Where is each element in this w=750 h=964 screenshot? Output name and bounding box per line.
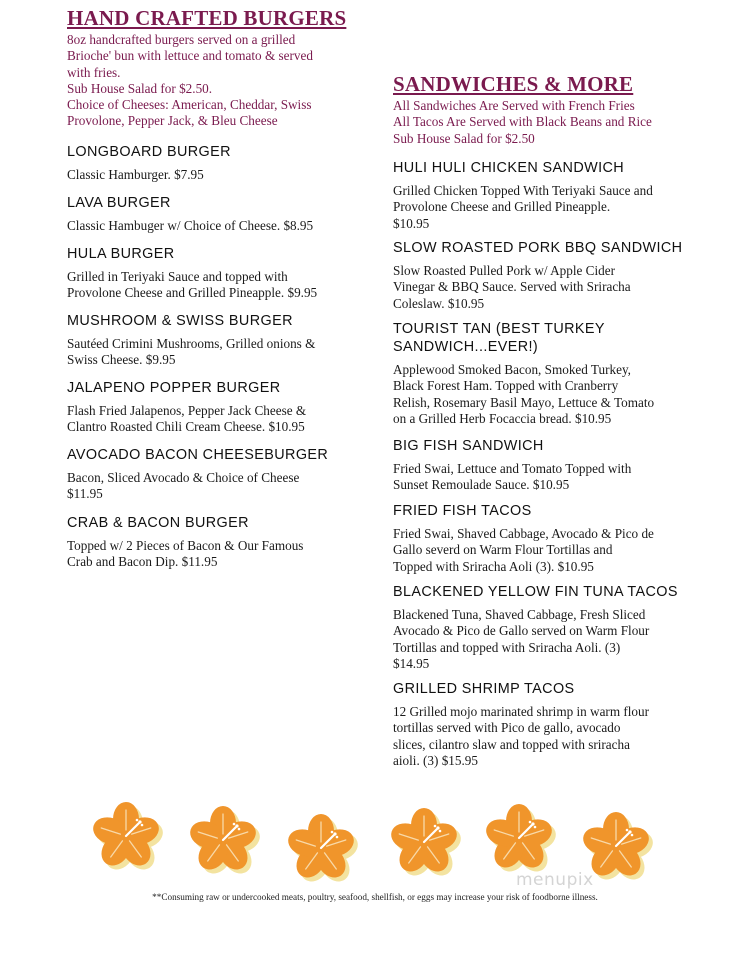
item-desc-line: Vinegar & BBQ Sauce. Served with Sriracha — [393, 279, 631, 295]
item-description — [393, 263, 682, 312]
foodborne-illness-disclaimer: **Consuming raw or undercooked meats, poultry, seafood, shellfish, or eggs may increase your risk of foodborne illness. — [152, 892, 598, 902]
item-desc-line: Topped with Sriracha Aoli (3). $10.95 — [393, 558, 594, 574]
item-name: HULA BURGER — [67, 246, 175, 262]
item-desc-line: $10.95 — [393, 215, 430, 231]
hibiscus-flower-icon — [280, 811, 364, 887]
item-description — [393, 461, 631, 494]
menu-item-crab-bacon-burger — [67, 514, 303, 571]
menu-item-huli-huli-chicken-sandwich — [393, 159, 653, 232]
item-desc-line: $14.95 — [393, 655, 430, 671]
item-name: CRAB & BACON BURGER — [67, 515, 249, 531]
item-desc-line: Avocado & Pico de Gallo served on Warm Flour — [393, 623, 650, 639]
item-desc-line: Classic Hamburger. $7.95 — [67, 167, 204, 182]
item-desc-line: Slow Roasted Pulled Pork w/ Apple Cider — [393, 263, 615, 278]
item-desc-line: Bacon, Sliced Avocado & Choice of Cheese — [67, 470, 300, 485]
item-description — [393, 183, 653, 232]
hibiscus-border — [85, 797, 665, 877]
menu-item-longboard-burger — [67, 143, 231, 183]
burgers-heading: HAND CRAFTED BURGERS — [67, 6, 347, 30]
sandwiches-intro-line: All Sandwiches Are Served with French Fries — [393, 98, 635, 113]
item-desc-line: Coleslaw. $10.95 — [393, 295, 485, 311]
item-desc-line: Grilled Chicken Topped With Teriyaki Sauce and — [393, 183, 653, 198]
sandwiches-intro — [393, 98, 652, 147]
item-desc-line: Fried Swai, Shaved Cabbage, Avocado & Pico de — [393, 526, 654, 541]
item-desc-line: Crab and Bacon Dip. $11.95 — [67, 554, 218, 570]
watermark-logo: menupix — [516, 870, 594, 890]
item-name: LONGBOARD BURGER — [67, 144, 231, 160]
item-desc-line: Gallo severd on Warm Flour Tortillas and — [393, 542, 613, 558]
item-description — [67, 218, 313, 234]
hibiscus-flower-icon — [383, 805, 467, 881]
menu-item-fried-fish-tacos — [393, 502, 654, 575]
burgers-intro-line: Provolone, Pepper Jack, & Bleu Cheese — [67, 113, 278, 129]
menu-item-slow-roasted-pork-bbq-sandwich — [393, 239, 682, 312]
menu-item-lava-burger — [67, 194, 313, 234]
item-desc-line: Swiss Cheese. $9.95 — [67, 352, 176, 368]
item-description — [67, 269, 317, 302]
item-name: MUSHROOM & SWISS BURGER — [67, 313, 293, 329]
item-desc-line: Sunset Remoulade Sauce. $10.95 — [393, 477, 570, 493]
item-desc-line: Blackened Tuna, Shaved Cabbage, Fresh Sliced — [393, 607, 646, 622]
menu-item-blackened-tuna-tacos — [393, 583, 678, 672]
item-name: AVOCADO BACON CHEESEBURGER — [67, 447, 329, 463]
item-description — [393, 704, 649, 769]
item-description — [393, 362, 654, 427]
item-desc-line: Classic Hambuger w/ Choice of Cheese. $8.95 — [67, 218, 314, 233]
item-name: LAVA BURGER — [67, 195, 171, 211]
item-name: FRIED FISH TACOS — [393, 503, 532, 519]
item-name: HULI HULI CHICKEN SANDWICH — [393, 160, 625, 176]
item-desc-line: Provolone Cheese and Grilled Pineapple. $9.95 — [67, 285, 318, 301]
item-desc-line: Fried Swai, Lettuce and Tomato Topped with — [393, 461, 632, 476]
item-description — [67, 538, 303, 571]
item-desc-line: aioli. (3) $15.95 — [393, 752, 478, 768]
sandwiches-intro-line: All Tacos Are Served with Black Beans and Rice — [393, 114, 652, 130]
item-desc-line: 12 Grilled mojo marinated shrimp in warm flour — [393, 704, 650, 719]
item-name: SANDWICH...EVER!) — [393, 339, 539, 355]
sandwiches-heading: SANDWICHES & MORE — [393, 72, 634, 96]
item-desc-line: Flash Fried Jalapenos, Pepper Jack Cheese & — [67, 403, 307, 418]
hibiscus-flower-icon — [478, 801, 562, 877]
item-desc-line: Provolone Cheese and Grilled Pineapple. — [393, 199, 611, 215]
item-description — [67, 403, 306, 436]
item-description — [393, 607, 678, 672]
menu-item-big-fish-sandwich — [393, 437, 631, 494]
hibiscus-flower-icon — [85, 799, 169, 875]
item-name: JALAPENO POPPER BURGER — [67, 380, 281, 396]
item-desc-line: tortillas served with Pico de gallo, avocado — [393, 720, 621, 736]
item-name: TOURIST TAN (BEST TURKEY — [393, 321, 605, 337]
item-desc-line: $11.95 — [67, 486, 103, 502]
hibiscus-flower-icon — [182, 803, 266, 879]
burgers-intro-line: Choice of Cheeses: American, Cheddar, Swiss — [67, 97, 312, 113]
item-name: SLOW ROASTED PORK BBQ SANDWICH — [393, 240, 683, 256]
item-desc-line: Tortillas and topped with Sriracha Aoli. (3) — [393, 639, 621, 655]
menu-item-tourist-tan — [393, 320, 654, 427]
burgers-intro — [67, 32, 313, 130]
item-desc-line: Applewood Smoked Bacon, Smoked Turkey, — [393, 362, 631, 377]
menu-item-avocado-bacon-cheeseburger — [67, 446, 328, 503]
burgers-intro-line: with fries. — [67, 64, 121, 80]
item-desc-line: Black Forest Ham. Topped with Cranberry — [393, 378, 619, 394]
sandwiches-intro-line: Sub House Salad for $2.50 — [393, 130, 535, 146]
item-desc-line: Topped w/ 2 Pieces of Bacon & Our Famous — [67, 538, 304, 553]
burgers-intro-line: Sub House Salad for $2.50. — [67, 80, 213, 96]
item-description — [67, 336, 315, 369]
item-desc-line: Sautéed Crimini Mushrooms, Grilled onions & — [67, 336, 316, 351]
menu-item-hula-burger — [67, 245, 317, 302]
item-desc-line: on a Grilled Herb Focaccia bread. $10.95 — [393, 410, 612, 426]
item-name: GRILLED SHRIMP TACOS — [393, 681, 575, 697]
burgers-intro-line: 8oz handcrafted burgers served on a grilled — [67, 32, 296, 47]
menu-item-grilled-shrimp-tacos — [393, 680, 649, 769]
menu-item-jalapeno-popper-burger — [67, 379, 306, 436]
burgers-intro-line: Brioche' bun with lettuce and tomato & served — [67, 48, 313, 64]
menu-item-mushroom-swiss-burger — [67, 312, 315, 369]
item-description — [67, 167, 231, 183]
item-description — [393, 526, 654, 575]
item-description — [67, 470, 328, 503]
item-desc-line: Relish, Rosemary Basil Mayo, Lettuce & Tomato — [393, 394, 655, 410]
item-name: BIG FISH SANDWICH — [393, 438, 544, 454]
item-name: BLACKENED YELLOW FIN TUNA TACOS — [393, 584, 678, 600]
item-desc-line: slices, cilantro slaw and topped with sriracha — [393, 736, 630, 752]
item-desc-line: Clantro Roasted Chili Cream Cheese. $10.95 — [67, 419, 305, 435]
item-desc-line: Grilled in Teriyaki Sauce and topped with — [67, 269, 288, 284]
